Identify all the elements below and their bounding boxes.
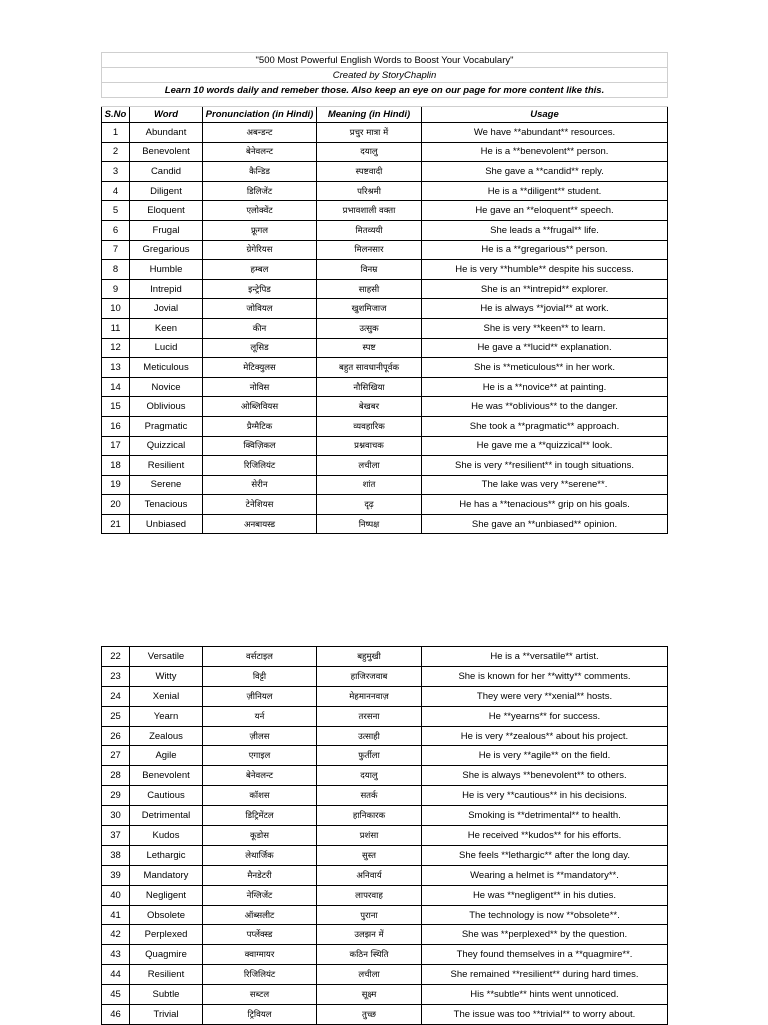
table-row bbox=[102, 220, 668, 240]
cell-sno: 41 bbox=[102, 905, 130, 925]
cell-sno: 17 bbox=[102, 436, 130, 456]
cell-meaning: उलझन में bbox=[317, 925, 422, 945]
cell-word: Resilient bbox=[130, 965, 203, 985]
table-row bbox=[102, 786, 668, 806]
table-b-body bbox=[102, 647, 668, 1025]
cell-pronunciation: सब्टल bbox=[203, 985, 317, 1005]
cell-pronunciation: ओब्लिवियस bbox=[203, 397, 317, 417]
cell-usage: She was **perplexed** by the question. bbox=[422, 925, 668, 945]
table-row bbox=[102, 240, 668, 260]
cell-usage: She feels **lethargic** after the long day. bbox=[422, 845, 668, 865]
cell-usage: They were very **xenial** hosts. bbox=[422, 686, 668, 706]
table-row bbox=[102, 456, 668, 476]
cell-word: Yearn bbox=[130, 706, 203, 726]
cell-word: Detrimental bbox=[130, 806, 203, 826]
table-row bbox=[102, 865, 668, 885]
cell-meaning: पुराना bbox=[317, 905, 422, 925]
cell-meaning: नौसिखिया bbox=[317, 377, 422, 397]
cell-usage: She remained **resilient** during hard times. bbox=[422, 965, 668, 985]
cell-meaning: तरसना bbox=[317, 706, 422, 726]
cell-sno: 8 bbox=[102, 260, 130, 280]
table-row bbox=[102, 142, 668, 162]
table-row bbox=[102, 746, 668, 766]
cell-usage: He has a **tenacious** grip on his goals. bbox=[422, 495, 668, 515]
cell-sno: 24 bbox=[102, 686, 130, 706]
vocabulary-table-a bbox=[101, 52, 668, 534]
cell-word: Keen bbox=[130, 318, 203, 338]
vocabulary-table-b bbox=[101, 646, 668, 1025]
cell-pronunciation: ज़ीनियल bbox=[203, 686, 317, 706]
cell-meaning: दयालु bbox=[317, 766, 422, 786]
cell-pronunciation: मैनडेटरी bbox=[203, 865, 317, 885]
cell-sno: 15 bbox=[102, 397, 130, 417]
cell-usage: He is always **jovial** at work. bbox=[422, 299, 668, 319]
table-row bbox=[102, 181, 668, 201]
cell-pronunciation: सेरीन bbox=[203, 475, 317, 495]
cell-word: Mandatory bbox=[130, 865, 203, 885]
cell-sno: 21 bbox=[102, 514, 130, 534]
cell-meaning: मितव्ययी bbox=[317, 220, 422, 240]
cell-usage: He is very **zealous** about his project. bbox=[422, 726, 668, 746]
cell-sno: 9 bbox=[102, 279, 130, 299]
column-header-sno: S.No bbox=[102, 107, 130, 123]
cell-sno: 25 bbox=[102, 706, 130, 726]
cell-pronunciation: नेग्लिजेंट bbox=[203, 885, 317, 905]
cell-pronunciation: नोविस bbox=[203, 377, 317, 397]
cell-pronunciation: कॉशस bbox=[203, 786, 317, 806]
table-row bbox=[102, 514, 668, 534]
cell-pronunciation: कूडोस bbox=[203, 826, 317, 846]
cell-usage: His **subtle** hints went unnoticed. bbox=[422, 985, 668, 1005]
cell-pronunciation: बेनेवलन्ट bbox=[203, 142, 317, 162]
cell-pronunciation: जोवियल bbox=[203, 299, 317, 319]
cell-meaning: खुशमिजाज bbox=[317, 299, 422, 319]
cell-pronunciation: ऑब्सलीट bbox=[203, 905, 317, 925]
cell-word: Perplexed bbox=[130, 925, 203, 945]
cell-sno: 40 bbox=[102, 885, 130, 905]
column-header-meaning: Meaning (in Hindi) bbox=[317, 107, 422, 123]
cell-word: Benevolent bbox=[130, 142, 203, 162]
table-row bbox=[102, 1005, 668, 1025]
table-row bbox=[102, 766, 668, 786]
cell-usage: He is a **gregarious** person. bbox=[422, 240, 668, 260]
cell-meaning: तुच्छ bbox=[317, 1005, 422, 1025]
cell-sno: 7 bbox=[102, 240, 130, 260]
cell-pronunciation: टेनेशियस bbox=[203, 495, 317, 515]
cell-word: Lethargic bbox=[130, 845, 203, 865]
table-row bbox=[102, 397, 668, 417]
cell-sno: 26 bbox=[102, 726, 130, 746]
table-row bbox=[102, 162, 668, 182]
cell-pronunciation: क्विज़िकल bbox=[203, 436, 317, 456]
cell-word: Witty bbox=[130, 666, 203, 686]
cell-meaning: स्पष्टवादी bbox=[317, 162, 422, 182]
cell-word: Subtle bbox=[130, 985, 203, 1005]
cell-pronunciation: ग्रेगेरियस bbox=[203, 240, 317, 260]
cell-meaning: अनिवार्य bbox=[317, 865, 422, 885]
cell-sno: 6 bbox=[102, 220, 130, 240]
cell-meaning: फुर्तीला bbox=[317, 746, 422, 766]
cell-usage: She took a **pragmatic** approach. bbox=[422, 416, 668, 436]
cell-usage: He was **oblivious** to the danger. bbox=[422, 397, 668, 417]
table-row bbox=[102, 706, 668, 726]
cell-usage: He gave me a **quizzical** look. bbox=[422, 436, 668, 456]
cell-pronunciation: विट्टी bbox=[203, 666, 317, 686]
cell-sno: 12 bbox=[102, 338, 130, 358]
cell-sno: 3 bbox=[102, 162, 130, 182]
cell-usage: We have **abundant** resources. bbox=[422, 123, 668, 143]
document-subtitle: Created by StoryChaplin bbox=[102, 68, 668, 83]
cell-sno: 13 bbox=[102, 358, 130, 378]
cell-word: Candid bbox=[130, 162, 203, 182]
cell-sno: 42 bbox=[102, 925, 130, 945]
cell-meaning: मिलनसार bbox=[317, 240, 422, 260]
cell-pronunciation: डिट्रिमेंटल bbox=[203, 806, 317, 826]
cell-sno: 11 bbox=[102, 318, 130, 338]
cell-sno: 45 bbox=[102, 985, 130, 1005]
cell-meaning: कठिन स्थिति bbox=[317, 945, 422, 965]
cell-usage: She is always **benevolent** to others. bbox=[422, 766, 668, 786]
vocabulary-table-bottom bbox=[101, 646, 667, 1025]
cell-sno: 29 bbox=[102, 786, 130, 806]
cell-pronunciation: अनबायस्ड bbox=[203, 514, 317, 534]
cell-word: Tenacious bbox=[130, 495, 203, 515]
cell-sno: 1 bbox=[102, 123, 130, 143]
table-row bbox=[102, 299, 668, 319]
cell-sno: 23 bbox=[102, 666, 130, 686]
cell-meaning: स्पष्ट bbox=[317, 338, 422, 358]
cell-word: Humble bbox=[130, 260, 203, 280]
cell-sno: 14 bbox=[102, 377, 130, 397]
cell-word: Trivial bbox=[130, 1005, 203, 1025]
cell-word: Meticulous bbox=[130, 358, 203, 378]
cell-sno: 43 bbox=[102, 945, 130, 965]
cell-usage: He was **negligent** in his duties. bbox=[422, 885, 668, 905]
cell-usage: She gave an **unbiased** opinion. bbox=[422, 514, 668, 534]
cell-word: Versatile bbox=[130, 647, 203, 667]
cell-pronunciation: पर्प्लेक्स्ड bbox=[203, 925, 317, 945]
cell-meaning: बेखबर bbox=[317, 397, 422, 417]
header-spacer bbox=[102, 98, 668, 107]
cell-meaning: निष्पक्ष bbox=[317, 514, 422, 534]
cell-pronunciation: प्रैग्मैटिक bbox=[203, 416, 317, 436]
table-row bbox=[102, 260, 668, 280]
table-a-body bbox=[102, 123, 668, 534]
cell-pronunciation: एलोक्वेंट bbox=[203, 201, 317, 221]
cell-sno: 28 bbox=[102, 766, 130, 786]
cell-sno: 27 bbox=[102, 746, 130, 766]
cell-usage: He is a **benevolent** person. bbox=[422, 142, 668, 162]
cell-meaning: व्यवहारिक bbox=[317, 416, 422, 436]
table-row bbox=[102, 436, 668, 456]
cell-meaning: लचीला bbox=[317, 965, 422, 985]
cell-word: Negligent bbox=[130, 885, 203, 905]
cell-word: Lucid bbox=[130, 338, 203, 358]
cell-pronunciation: डिलिजेंट bbox=[203, 181, 317, 201]
cell-usage: She is very **keen** to learn. bbox=[422, 318, 668, 338]
cell-pronunciation: वर्सटाइल bbox=[203, 647, 317, 667]
cell-sno: 37 bbox=[102, 826, 130, 846]
cell-usage: He is a **versatile** artist. bbox=[422, 647, 668, 667]
cell-pronunciation: बेनेवलन्ट bbox=[203, 766, 317, 786]
table-row bbox=[102, 201, 668, 221]
cell-usage: He **yearns** for success. bbox=[422, 706, 668, 726]
cell-usage: She gave a **candid** reply. bbox=[422, 162, 668, 182]
cell-meaning: हाजिरजवाब bbox=[317, 666, 422, 686]
cell-sno: 30 bbox=[102, 806, 130, 826]
cell-pronunciation: एगाइल bbox=[203, 746, 317, 766]
cell-usage: He gave an **eloquent** speech. bbox=[422, 201, 668, 221]
cell-meaning: लापरवाह bbox=[317, 885, 422, 905]
cell-word: Resilient bbox=[130, 456, 203, 476]
table-row bbox=[102, 377, 668, 397]
cell-meaning: प्रभावशाली वक्ता bbox=[317, 201, 422, 221]
cell-word: Obsolete bbox=[130, 905, 203, 925]
cell-sno: 5 bbox=[102, 201, 130, 221]
cell-sno: 46 bbox=[102, 1005, 130, 1025]
cell-pronunciation: कैन्डिड bbox=[203, 162, 317, 182]
cell-usage: The lake was very **serene**. bbox=[422, 475, 668, 495]
table-row bbox=[102, 845, 668, 865]
cell-usage: He is very **humble** despite his success. bbox=[422, 260, 668, 280]
table-row bbox=[102, 338, 668, 358]
cell-word: Unbiased bbox=[130, 514, 203, 534]
cell-sno: 38 bbox=[102, 845, 130, 865]
cell-word: Novice bbox=[130, 377, 203, 397]
column-header-word: Word bbox=[130, 107, 203, 123]
cell-meaning: मेहमाननवाज़ bbox=[317, 686, 422, 706]
cell-sno: 39 bbox=[102, 865, 130, 885]
cell-word: Benevolent bbox=[130, 766, 203, 786]
cell-word: Xenial bbox=[130, 686, 203, 706]
cell-sno: 19 bbox=[102, 475, 130, 495]
table-row bbox=[102, 806, 668, 826]
cell-meaning: विनम्र bbox=[317, 260, 422, 280]
cell-usage: He gave a **lucid** explanation. bbox=[422, 338, 668, 358]
table-row bbox=[102, 985, 668, 1005]
cell-pronunciation: रिजिलियंट bbox=[203, 965, 317, 985]
cell-pronunciation: ज़ीलस bbox=[203, 726, 317, 746]
cell-usage: He is very **agile** on the field. bbox=[422, 746, 668, 766]
cell-word: Agile bbox=[130, 746, 203, 766]
cell-word: Quizzical bbox=[130, 436, 203, 456]
cell-word: Kudos bbox=[130, 826, 203, 846]
cell-meaning: शांत bbox=[317, 475, 422, 495]
cell-word: Quagmire bbox=[130, 945, 203, 965]
cell-meaning: दृढ़ bbox=[317, 495, 422, 515]
cell-word: Serene bbox=[130, 475, 203, 495]
cell-word: Eloquent bbox=[130, 201, 203, 221]
cell-meaning: प्रशंसा bbox=[317, 826, 422, 846]
cell-usage: She is known for her **witty** comments. bbox=[422, 666, 668, 686]
cell-usage: The issue was too **trivial** to worry about. bbox=[422, 1005, 668, 1025]
cell-word: Jovial bbox=[130, 299, 203, 319]
cell-sno: 10 bbox=[102, 299, 130, 319]
column-header-pronunciation: Pronunciation (in Hindi) bbox=[203, 107, 317, 123]
table-row bbox=[102, 666, 668, 686]
cell-usage: He received **kudos** for his efforts. bbox=[422, 826, 668, 846]
cell-pronunciation: हम्बल bbox=[203, 260, 317, 280]
cell-word: Pragmatic bbox=[130, 416, 203, 436]
column-header-usage: Usage bbox=[422, 107, 668, 123]
cell-meaning: बहुमुखी bbox=[317, 647, 422, 667]
cell-usage: She is an **intrepid** explorer. bbox=[422, 279, 668, 299]
cell-usage: The technology is now **obsolete**. bbox=[422, 905, 668, 925]
cell-word: Diligent bbox=[130, 181, 203, 201]
cell-usage: She is **meticulous** in her work. bbox=[422, 358, 668, 378]
cell-pronunciation: रिजिलियंट bbox=[203, 456, 317, 476]
table-row bbox=[102, 416, 668, 436]
cell-sno: 22 bbox=[102, 647, 130, 667]
cell-pronunciation: कीन bbox=[203, 318, 317, 338]
cell-sno: 2 bbox=[102, 142, 130, 162]
cell-word: Gregarious bbox=[130, 240, 203, 260]
cell-pronunciation: लूसिड bbox=[203, 338, 317, 358]
cell-meaning: दयालु bbox=[317, 142, 422, 162]
document-title: "500 Most Powerful English Words to Boost Your Vocabulary" bbox=[102, 53, 668, 68]
cell-word: Abundant bbox=[130, 123, 203, 143]
cell-meaning: सुस्त bbox=[317, 845, 422, 865]
cell-sno: 4 bbox=[102, 181, 130, 201]
cell-pronunciation: ट्रिवियल bbox=[203, 1005, 317, 1025]
table-row bbox=[102, 885, 668, 905]
cell-usage: Smoking is **detrimental** to health. bbox=[422, 806, 668, 826]
cell-pronunciation: इन्ट्रेपिड bbox=[203, 279, 317, 299]
cell-pronunciation: लेथार्जिक bbox=[203, 845, 317, 865]
cell-meaning: उत्साही bbox=[317, 726, 422, 746]
table-row bbox=[102, 945, 668, 965]
table-row bbox=[102, 279, 668, 299]
table-row bbox=[102, 475, 668, 495]
cell-usage: Wearing a helmet is **mandatory**. bbox=[422, 865, 668, 885]
cell-meaning: हानिकारक bbox=[317, 806, 422, 826]
cell-meaning: प्रचुर मात्रा में bbox=[317, 123, 422, 143]
cell-word: Intrepid bbox=[130, 279, 203, 299]
table-row bbox=[102, 318, 668, 338]
table-row bbox=[102, 686, 668, 706]
cell-pronunciation: अबन्डन्ट bbox=[203, 123, 317, 143]
table-row bbox=[102, 905, 668, 925]
cell-meaning: लचीला bbox=[317, 456, 422, 476]
cell-word: Oblivious bbox=[130, 397, 203, 417]
cell-meaning: बहुत सावधानीपूर्वक bbox=[317, 358, 422, 378]
vocabulary-table-top bbox=[101, 52, 667, 534]
table-row bbox=[102, 726, 668, 746]
document-instruction: Learn 10 words daily and remeber those. Also keep an eye on our page for more content like this. bbox=[102, 83, 668, 98]
cell-word: Frugal bbox=[130, 220, 203, 240]
cell-meaning: उत्सुक bbox=[317, 318, 422, 338]
cell-pronunciation: क्वाग्मायर bbox=[203, 945, 317, 965]
cell-usage: She is very **resilient** in tough situations. bbox=[422, 456, 668, 476]
cell-usage: He is a **diligent** student. bbox=[422, 181, 668, 201]
table-row bbox=[102, 826, 668, 846]
cell-sno: 44 bbox=[102, 965, 130, 985]
cell-word: Zealous bbox=[130, 726, 203, 746]
cell-sno: 20 bbox=[102, 495, 130, 515]
cell-meaning: सतर्क bbox=[317, 786, 422, 806]
cell-sno: 18 bbox=[102, 456, 130, 476]
cell-meaning: सूक्ष्म bbox=[317, 985, 422, 1005]
cell-pronunciation: यर्न bbox=[203, 706, 317, 726]
cell-word: Cautious bbox=[130, 786, 203, 806]
cell-meaning: प्रश्नवाचक bbox=[317, 436, 422, 456]
table-row bbox=[102, 495, 668, 515]
cell-usage: He is very **cautious** in his decisions. bbox=[422, 786, 668, 806]
table-row bbox=[102, 925, 668, 945]
cell-pronunciation: फ्रूगल bbox=[203, 220, 317, 240]
cell-usage: He is a **novice** at painting. bbox=[422, 377, 668, 397]
cell-usage: They found themselves in a **quagmire**. bbox=[422, 945, 668, 965]
table-row bbox=[102, 358, 668, 378]
table-row bbox=[102, 965, 668, 985]
cell-sno: 16 bbox=[102, 416, 130, 436]
table-row bbox=[102, 647, 668, 667]
cell-meaning: साहसी bbox=[317, 279, 422, 299]
cell-usage: She leads a **frugal** life. bbox=[422, 220, 668, 240]
table-row bbox=[102, 123, 668, 143]
cell-meaning: परिश्रमी bbox=[317, 181, 422, 201]
cell-pronunciation: मेटिक्युलस bbox=[203, 358, 317, 378]
